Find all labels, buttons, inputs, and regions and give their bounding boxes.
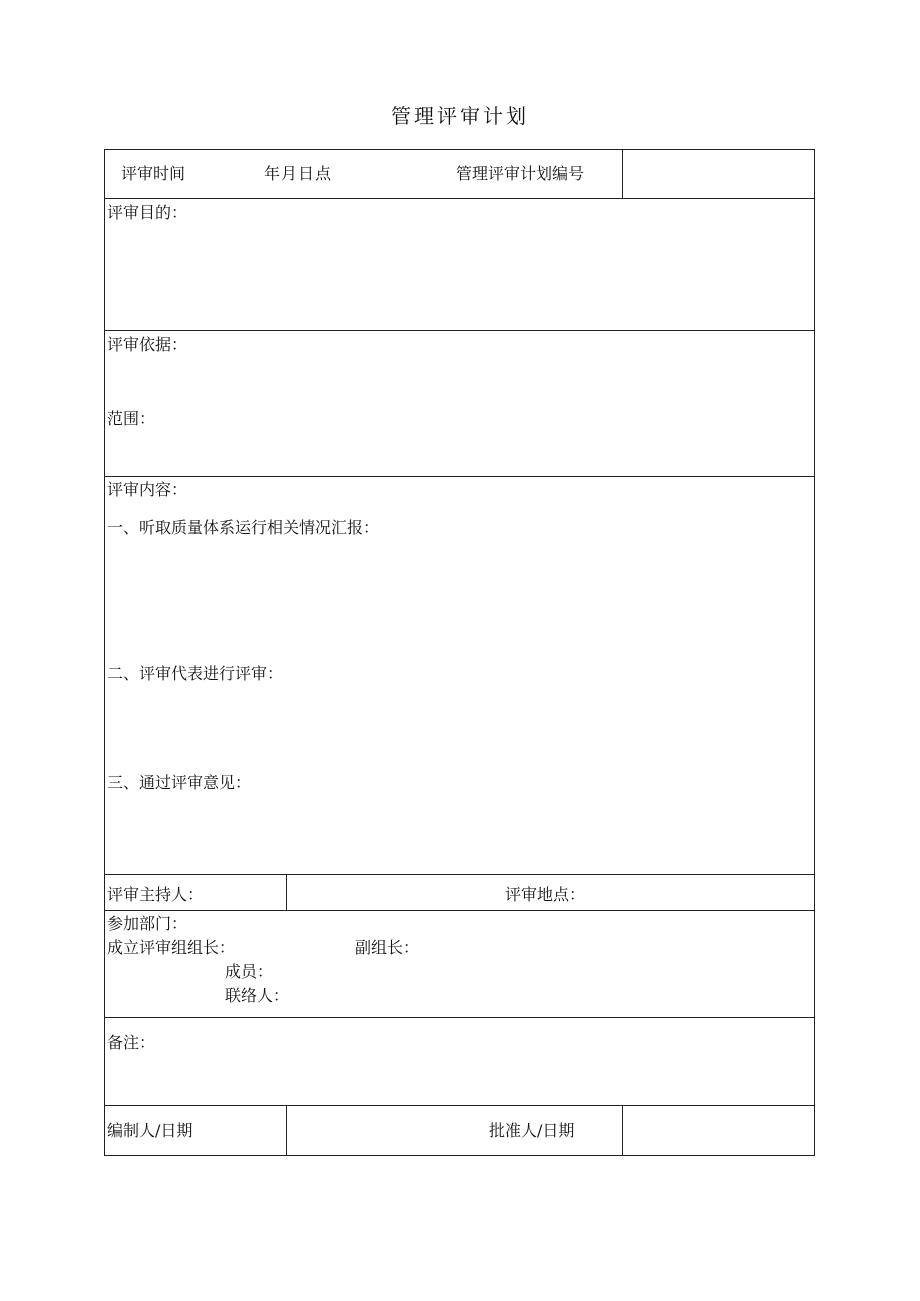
row-divider [104,1105,815,1106]
prepared-by-label: 编制人/日期 [107,1121,193,1140]
prepared-by-field[interactable] [288,1107,478,1154]
purpose-label: 评审目的： [107,203,188,222]
col-divider [286,1105,287,1156]
basis-label: 评审依据： [107,335,188,354]
location-label: 评审地点： [505,885,586,904]
remarks-label: 备注： [107,1033,156,1052]
content-item-2: 二、评审代表进行评审： [107,664,284,683]
group-leader-label: 成立评审组组长： [107,938,236,957]
members-label: 成员： [225,962,274,981]
scope-label: 范围： [107,409,156,428]
review-time-label: 评审时间 [121,164,186,183]
plan-number-field[interactable] [624,151,813,197]
row-divider [104,1017,815,1018]
row-divider [104,476,815,477]
col-divider [622,149,623,198]
col-divider [286,874,287,910]
content-label: 评审内容： [107,480,188,499]
row-divider [104,910,815,911]
approved-by-label: 批准人/日期 [489,1121,575,1140]
host-label: 评审主持人： [107,885,204,904]
row-divider [104,874,815,875]
form-title: 管理评审计划 [391,104,529,128]
departments-label: 参加部门： [107,914,188,933]
purpose-field[interactable] [106,225,813,329]
row-divider [104,198,815,199]
date-units-label: 年月日点 [264,164,333,183]
col-divider [622,1105,623,1156]
deputy-leader-label: 副组长： [355,938,420,957]
contact-label: 联络人： [225,986,290,1005]
row-divider [104,330,815,331]
content-item-1: 一、听取质量体系运行相关情况汇报： [107,518,380,537]
approved-by-field[interactable] [624,1107,813,1154]
plan-number-label: 管理评审计划编号 [456,164,585,183]
content-item-3: 三、通过评审意见： [107,773,252,792]
